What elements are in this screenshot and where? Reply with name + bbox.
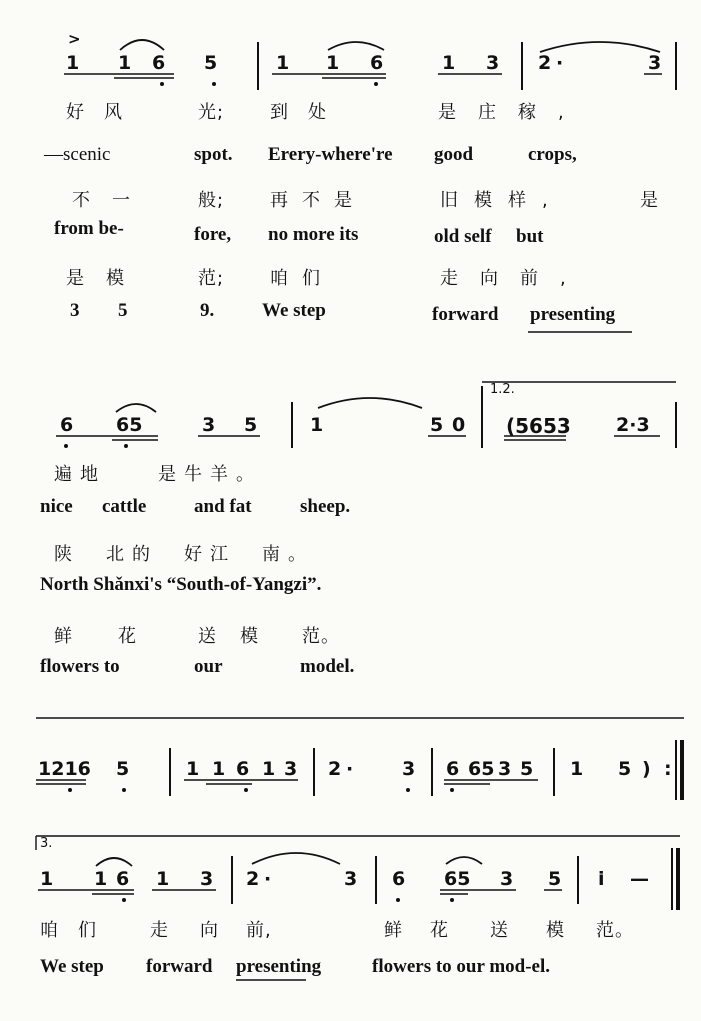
note: 2	[328, 758, 342, 780]
lyric-en: old self	[434, 226, 492, 247]
volta-brackets	[36, 382, 684, 850]
accent-mark: >	[68, 30, 81, 48]
lyric-en: sheep.	[300, 496, 351, 517]
lyric-en: fore,	[194, 224, 232, 245]
lyric-cn: 向	[200, 920, 219, 941]
lyric-en: North Shǎnxi's “South-of-Yangzi”.	[40, 574, 322, 595]
note: 1	[326, 52, 340, 74]
volta-label: 3.	[40, 836, 53, 851]
lyric-cn: 咱们	[40, 920, 116, 941]
note: 1	[570, 758, 584, 780]
lyric-en: flowers to	[40, 656, 120, 677]
lyric-cn: 旧模样,	[440, 190, 564, 211]
lyric-cn: 光;	[198, 102, 225, 123]
lyric-cn: 范;	[198, 268, 225, 289]
lyric-cn: 前,	[246, 920, 272, 941]
lyric-cn: 再不是	[270, 190, 366, 211]
note: 65	[444, 868, 471, 890]
note: 6	[392, 868, 406, 890]
lyric-en: forward	[146, 956, 213, 977]
lyric-en: nice	[40, 496, 73, 517]
note: 1	[310, 414, 324, 436]
lyric-cn: 鲜	[384, 920, 403, 941]
lyric-cn: 遍地 是牛羊。	[54, 464, 262, 485]
lyric-cn: 不一	[72, 190, 152, 211]
note: 5	[520, 758, 534, 780]
note: 5	[548, 868, 562, 890]
lyric-en: but	[516, 226, 544, 247]
note: 3	[486, 52, 500, 74]
lyric-en: —scenic	[44, 144, 111, 165]
note: 1	[186, 758, 200, 780]
note: 2·3	[616, 414, 650, 436]
note: 1	[40, 868, 54, 890]
note: 3	[200, 868, 214, 890]
lyric-cn: 送	[198, 626, 217, 647]
note-dot: ·	[556, 52, 564, 74]
slurs	[96, 40, 660, 866]
note: 1	[262, 758, 276, 780]
lyric-en: and fat	[194, 496, 252, 517]
lyric-cn: 走	[150, 920, 169, 941]
note: 5	[116, 758, 130, 780]
lyric-en: our	[194, 656, 223, 677]
lyric-cn: 般;	[198, 190, 225, 211]
note: 3	[202, 414, 216, 436]
note: 5	[204, 52, 218, 74]
note: 1	[94, 868, 108, 890]
note-dot: ·	[346, 758, 354, 780]
lyric-cn: 陕 北的 好江 南。	[54, 544, 314, 565]
note: 1216	[38, 758, 91, 780]
note: 6	[446, 758, 460, 780]
lyric-en: presenting	[236, 956, 322, 977]
lyric-en: cattle	[102, 496, 147, 517]
repeat-dots: :	[664, 758, 672, 780]
note: 3	[648, 52, 662, 74]
lyric-cn: 咱们	[270, 268, 334, 289]
lyric-en: spot.	[194, 144, 233, 165]
note: 1	[118, 52, 132, 74]
note: 0	[452, 414, 466, 436]
note: 1	[66, 52, 80, 74]
note: 6	[116, 868, 130, 890]
note: 65	[116, 414, 143, 436]
note: 2	[538, 52, 552, 74]
lyric-en: crops,	[528, 144, 577, 165]
note: 65	[468, 758, 495, 780]
lyric-en: no more its	[268, 224, 359, 245]
lyric-cn: 是庄稼,	[438, 102, 586, 123]
lyric-en: model.	[300, 656, 355, 677]
lyric-cn: 花	[430, 920, 449, 941]
note: 5	[430, 414, 444, 436]
dash: —	[630, 868, 649, 890]
note: 6	[60, 414, 74, 436]
paren-close: )	[642, 758, 651, 780]
lyric-cn: 是模	[66, 268, 146, 289]
note: (5653	[506, 414, 571, 438]
lyric-cn: 范。	[302, 626, 340, 647]
note: 6	[236, 758, 250, 780]
note: 3	[500, 868, 514, 890]
lyric-cn: 走向前,	[440, 268, 588, 289]
lyric-cn: 模	[240, 626, 259, 647]
lyric-cn: 是	[640, 190, 659, 211]
lyric-cn: 送	[490, 920, 509, 941]
note: 5	[244, 414, 258, 436]
octave-dots	[64, 82, 454, 902]
note: 1	[156, 868, 170, 890]
volta-label: 1.2.	[490, 382, 515, 397]
note: 3	[344, 868, 358, 890]
lyric-en: Erery-where're	[268, 144, 393, 165]
lyric-en: forward	[432, 304, 499, 325]
lyric-en: We step	[262, 300, 326, 321]
note: 3	[284, 758, 298, 780]
lyric-en: presenting	[530, 304, 616, 325]
lyric-cn: 模	[546, 920, 565, 941]
note: 5	[618, 758, 632, 780]
lyric-en: good	[434, 144, 474, 165]
note: 3	[498, 758, 512, 780]
lyric-cn: 到处	[270, 102, 346, 123]
lyric-cn: 鲜 花	[54, 626, 150, 647]
note-high: i	[598, 868, 605, 890]
lyric-en: flowers to our mod-el.	[372, 956, 551, 977]
lyric-en: 5	[118, 300, 128, 321]
lyric-cn: 好风	[66, 102, 142, 123]
note: 1	[276, 52, 290, 74]
lyric-en: 3	[70, 300, 80, 321]
lyric-en: 9.	[200, 300, 215, 321]
beams	[36, 74, 662, 980]
note-dot: ·	[264, 868, 272, 890]
note: 6	[370, 52, 384, 74]
note: 1	[442, 52, 456, 74]
note: 6	[152, 52, 166, 74]
lyric-en: from be-	[54, 218, 124, 239]
lyric-cn: 范。	[596, 920, 634, 941]
note: 3	[402, 758, 416, 780]
note: 2	[246, 868, 260, 890]
note: 1	[212, 758, 226, 780]
lyric-en: We step	[40, 956, 104, 977]
